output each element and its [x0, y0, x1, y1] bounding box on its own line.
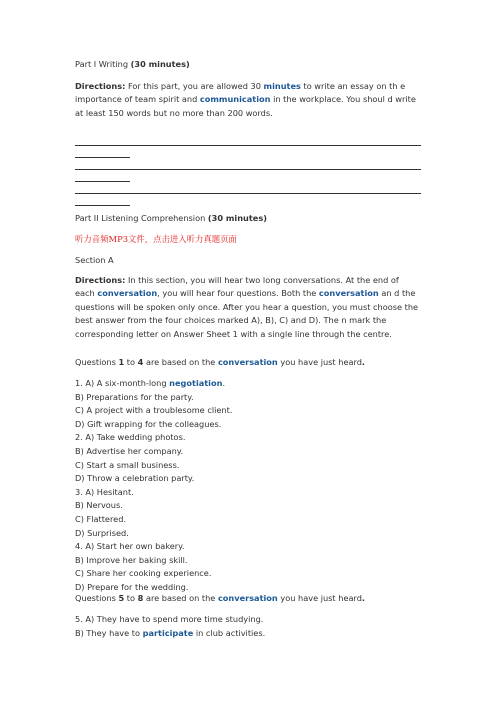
intro-number: 8: [137, 593, 144, 603]
question-option: B) Advertise her company.: [75, 445, 184, 456]
question-group-2: [75, 613, 421, 640]
part2-time: (30 minutes): [207, 213, 267, 223]
keyword-link[interactable]: conversation: [97, 288, 158, 299]
question-option: D) Prepare for the wedding.: [75, 581, 189, 592]
question-option: [75, 377, 421, 391]
question-option: 5. A) They have to spend more time studying.: [75, 614, 264, 624]
directions-label: Directions:: [75, 275, 126, 285]
intro-text: are based on the: [143, 357, 218, 367]
intro-text: Questions: [75, 593, 119, 603]
audio-link[interactable]: 听力音频MP3文件，点击进入听力真题页面: [75, 234, 237, 244]
intro-number: 4: [137, 357, 144, 367]
directions-text: to write an essay on th e importance of team spirit and: [75, 81, 406, 105]
writing-line: [75, 193, 421, 194]
question-option: C) Share her cooking experience.: [75, 568, 212, 579]
question-option: [75, 627, 421, 641]
question-option: B) Improve her baking skill.: [75, 554, 188, 565]
option-text: .: [222, 378, 226, 388]
directions-label: Directions:: [75, 81, 126, 91]
writing-lines: [75, 134, 421, 206]
intro-text: .: [361, 593, 366, 603]
question-group-1: [75, 377, 421, 595]
part1-title: Part I Writing: [75, 59, 129, 69]
part2-heading: [75, 212, 421, 225]
question-option: B) Nervous.: [75, 500, 123, 511]
writing-line: [75, 181, 130, 182]
writing-line: [75, 145, 421, 146]
part1-directions: [75, 80, 421, 120]
question-option: B) Preparations for the party.: [75, 391, 194, 402]
keyword-link[interactable]: conversation: [217, 593, 278, 603]
intro-text: Questions: [75, 357, 119, 367]
intro-text: you have just heard: [277, 593, 362, 603]
question-option: C) Start a small business.: [75, 459, 180, 470]
intro-text: to: [124, 593, 138, 603]
keyword-link[interactable]: participate: [142, 627, 194, 638]
part2-directions: [75, 274, 421, 341]
question-option: D) Surprised.: [75, 527, 129, 538]
intro-text: you have just heard: [277, 357, 362, 367]
question-option: 4. A) Start her own bakery.: [75, 541, 185, 552]
part2-title: Part II Listening Comprehension: [75, 213, 206, 223]
writing-line: [75, 205, 130, 206]
questions-intro-1: [75, 356, 421, 369]
question-option: 2. A) Take wedding photos.: [75, 432, 186, 443]
intro-number: 1: [118, 357, 125, 367]
question-option: C) Flattered.: [75, 513, 126, 524]
writing-line: [75, 157, 130, 158]
directions-text: , you will hear four questions. Both the: [157, 288, 319, 299]
directions-text: in the workplace. You shoul d write at least 150 words but no more than 200 words.: [75, 94, 416, 118]
writing-line: [75, 169, 421, 170]
intro-text: .: [361, 357, 366, 367]
part1-heading: [75, 58, 421, 71]
question-option: C) A project with a troublesome client.: [75, 405, 233, 416]
questions-intro-2: [75, 592, 421, 605]
option-text: 1. A) A six-month-long: [75, 378, 170, 388]
question-option: 3. A) Hesitant.: [75, 486, 134, 497]
option-text: B) They have to: [75, 627, 143, 638]
intro-text: to: [124, 357, 138, 367]
question-option: D) Gift wrapping for the colleagues.: [75, 418, 222, 429]
part1-time: (30 minutes): [130, 59, 190, 69]
directions-text: an d the questions will be spoken only once. After you hear a question, you must choose the best answer from the four choices marked A), B), C) and D). The n mark the corresponding letter on Answer Sheet 1 with a single line through the centre.: [75, 288, 419, 339]
directions-text: In this section, you will hear two long conversations. At the end of each: [75, 275, 399, 299]
intro-number: 5: [118, 593, 125, 603]
keyword-link[interactable]: conversation: [217, 357, 278, 367]
keyword-link[interactable]: minutes: [263, 81, 301, 91]
keyword-link[interactable]: communication: [199, 94, 271, 105]
keyword-link[interactable]: conversation: [318, 288, 379, 299]
intro-text: are based on the: [143, 593, 218, 603]
option-text: in club activities.: [193, 627, 266, 638]
question-option: D) Throw a celebration party.: [75, 473, 195, 484]
keyword-link[interactable]: negotiation: [169, 378, 223, 388]
section-heading: Section A: [75, 255, 114, 265]
directions-text: For this part, you are allowed 30: [125, 81, 264, 91]
